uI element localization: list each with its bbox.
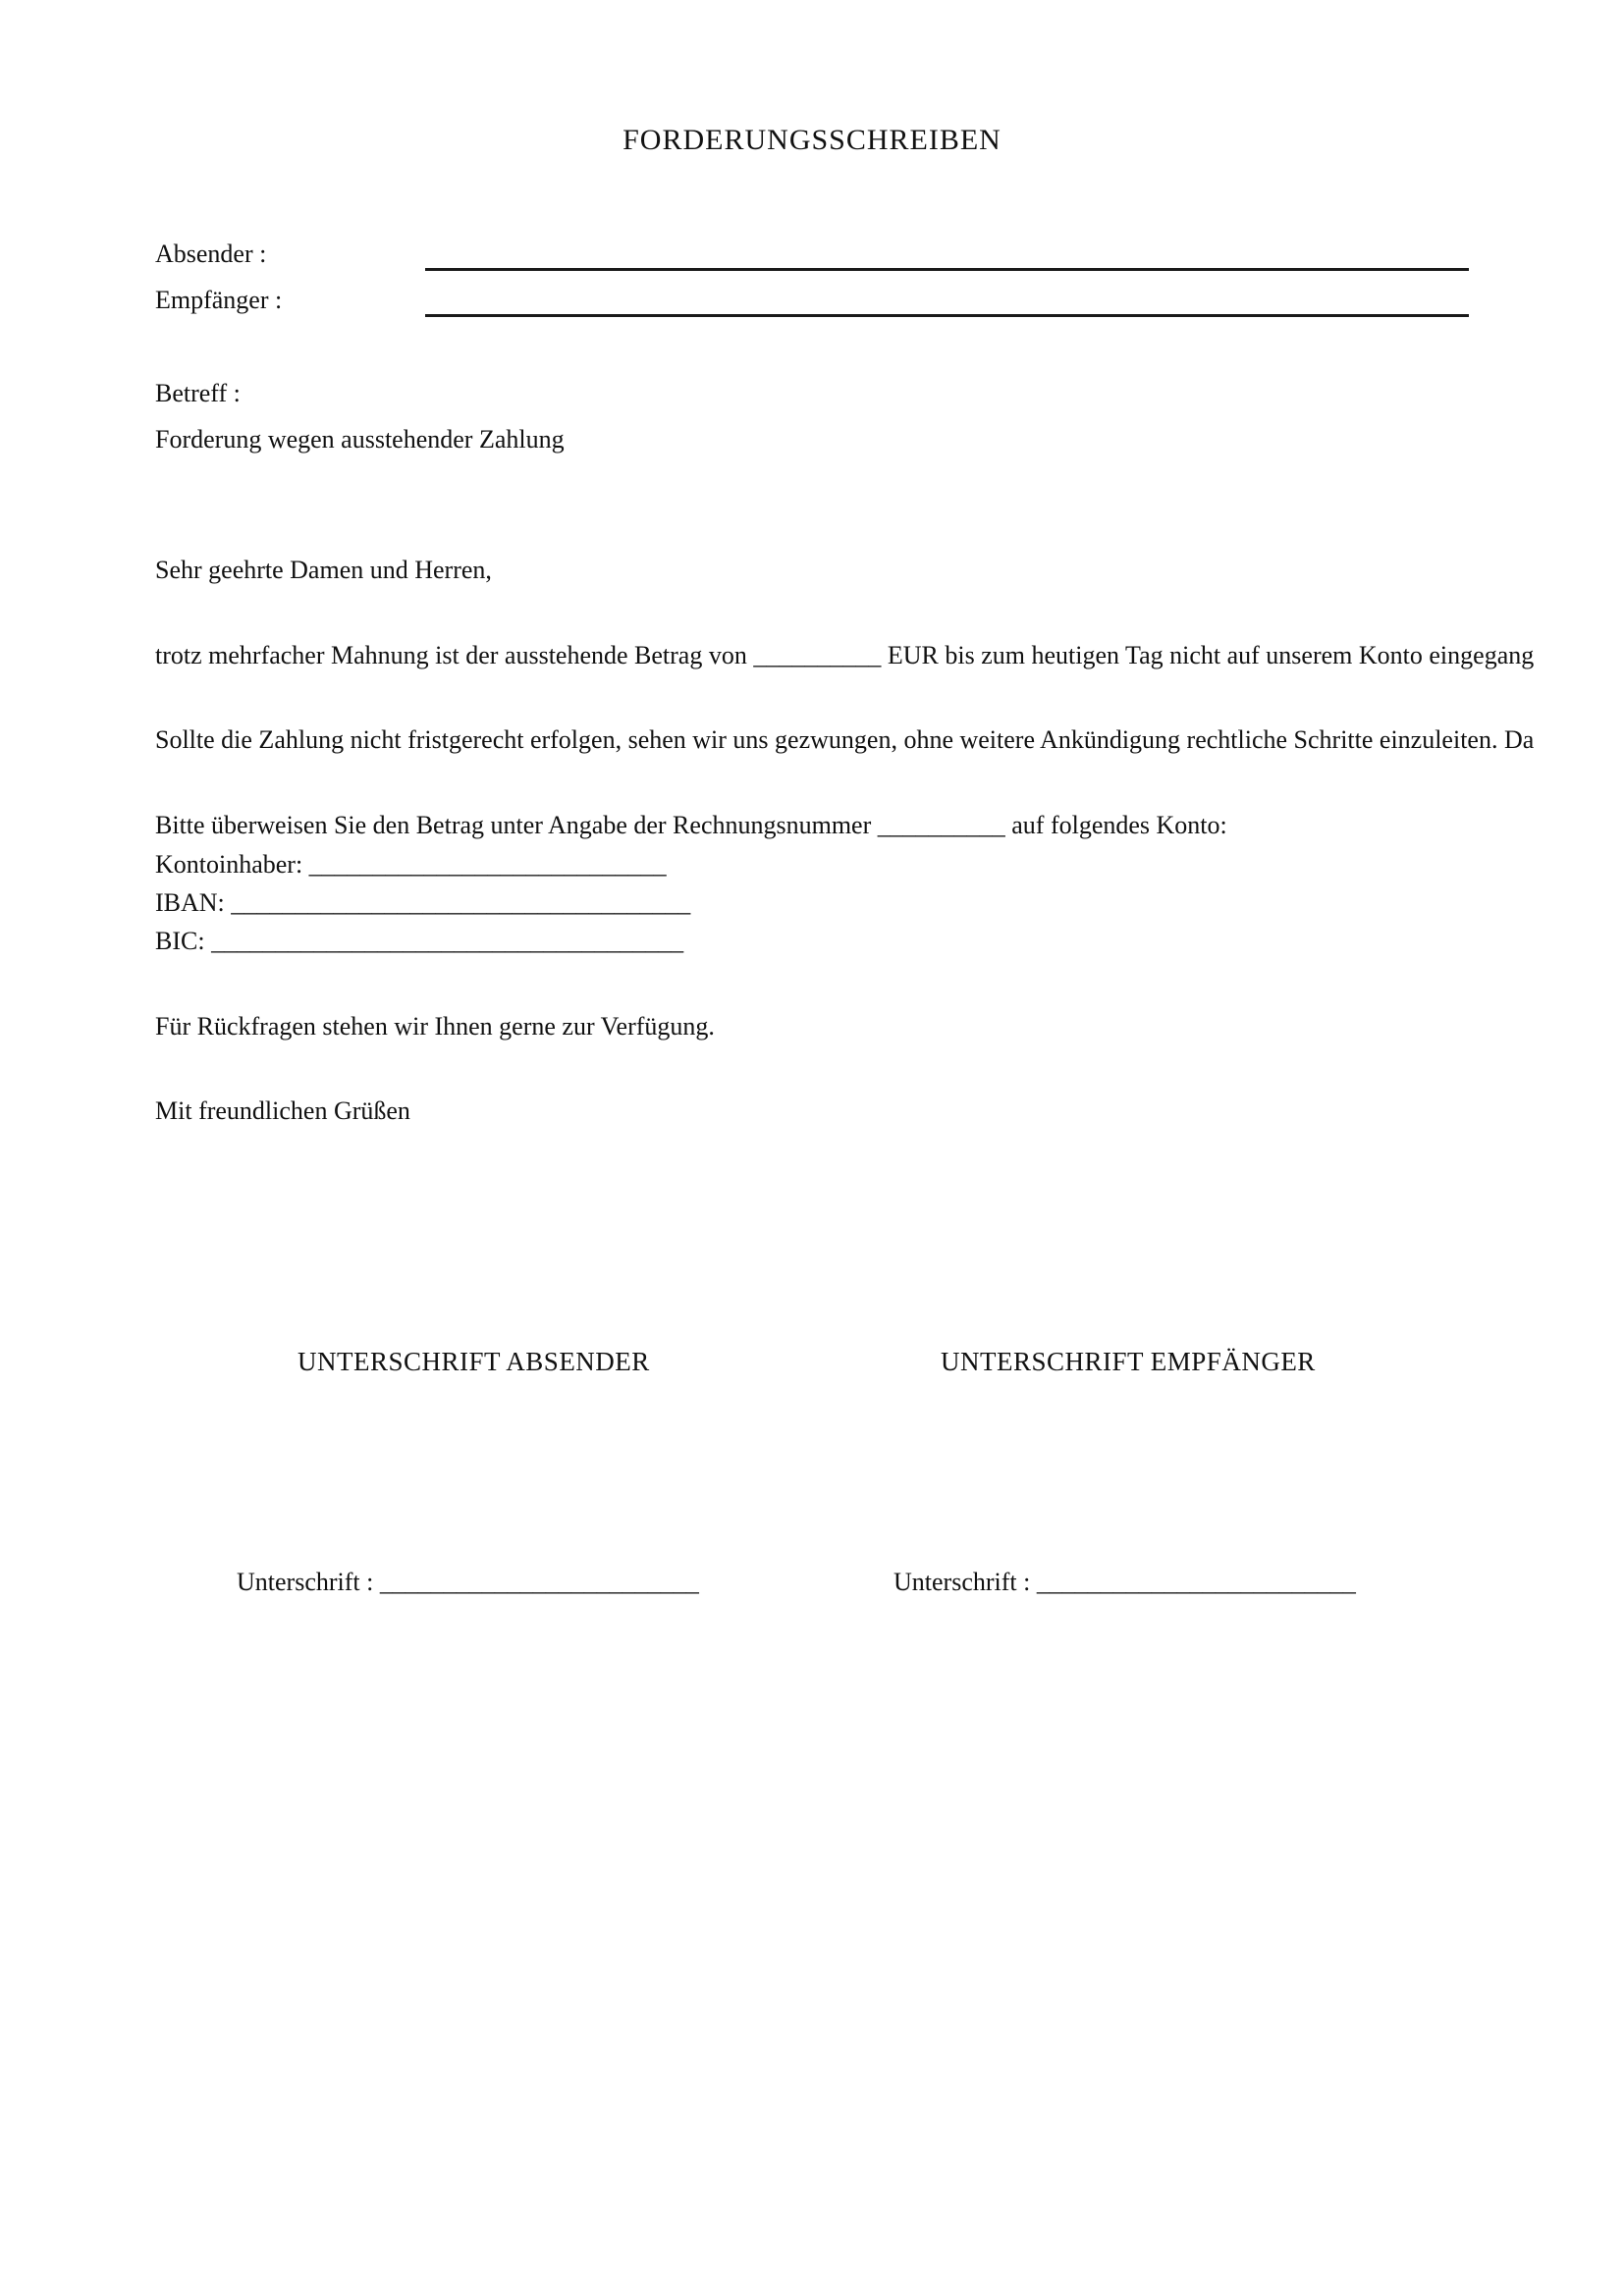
recipient-field-line[interactable] [425, 314, 1469, 317]
sender-label: Absender : [155, 240, 267, 268]
closing-greeting: Mit freundlichen Grüßen [155, 1096, 410, 1125]
salutation: Sehr geehrte Damen und Herren, [155, 556, 492, 584]
recipient-signature-heading: UNTERSCHRIFT EMPFÄNGER [941, 1347, 1316, 1376]
closing-question: Für Rückfragen stehen wir Ihnen gerne zur Verfügung. [155, 1012, 715, 1041]
sender-field-line[interactable] [425, 268, 1469, 271]
payment-instruction: Bitte überweisen Sie den Betrag unter Angabe der Rechnungsnummer __________ auf folgendes Konto: [155, 811, 1227, 839]
subject-text: Forderung wegen ausstehender Zahlung [155, 425, 565, 454]
subject-label: Betreff : [155, 379, 241, 407]
bic-line: BIC: _____________________________________ [155, 927, 684, 955]
paragraph-legal-steps: Sollte die Zahlung nicht fristgerecht erfolgen, sehen wir uns gezwungen, ohne weitere Ankündigung rechtliche Schritte einzuleiten. Da [155, 725, 1535, 754]
recipient-signature-line[interactable]: Unterschrift : _________________________ [893, 1568, 1356, 1596]
iban-line: IBAN: ____________________________________ [155, 888, 691, 917]
account-holder-line: Kontoinhaber: ____________________________ [155, 850, 667, 879]
sender-signature-line[interactable]: Unterschrift : _________________________ [237, 1568, 699, 1596]
recipient-label: Empfänger : [155, 286, 283, 314]
sender-signature-heading: UNTERSCHRIFT ABSENDER [298, 1347, 650, 1376]
paragraph-outstanding-amount: trotz mehrfacher Mahnung ist der ausstehende Betrag von __________ EUR bis zum heutigen Tag nicht auf unserem Konto eingegang [155, 641, 1535, 669]
document-title: FORDERUNGSSCHREIBEN [623, 124, 1001, 156]
